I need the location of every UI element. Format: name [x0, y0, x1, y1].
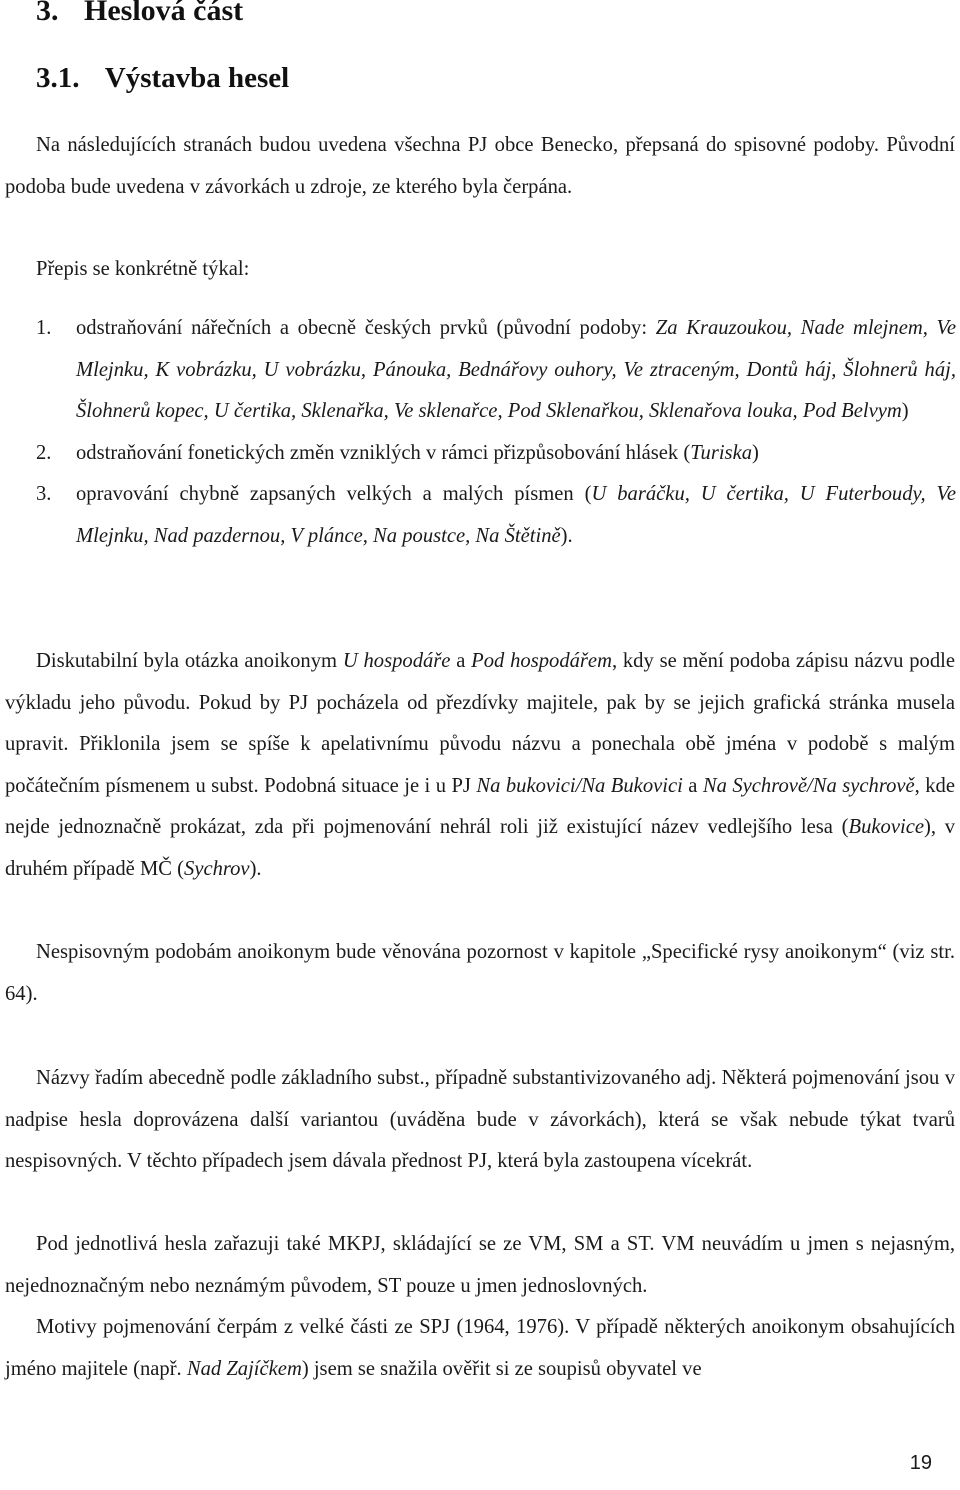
- list-item: [36, 308, 956, 433]
- page-number: 19: [909, 1452, 932, 1474]
- italic-name: Nad Zajíčkem: [186, 1357, 302, 1380]
- list-item: [36, 433, 956, 475]
- italic-name: Na bukovici/Na Bukovici: [476, 774, 683, 797]
- list-number: 1.: [36, 317, 52, 339]
- paragraph-nespisovne: Nespisovným podobám anoikonym bude věnována pozornost v kapitole „Specifické rysy anoikonym“ (viz str. 64).: [5, 941, 955, 1005]
- text-run: Diskutabilní byla otázka anoikonym: [36, 650, 343, 672]
- text-run: , kdy se mění podoba zápisu názvu podle výkladu jeho původu. Pokud by PJ pocházela od přezdívky majitele, pak by se jejich grafická stránka musela upravit. Přiklonila jsem se spíše k apelativnímu původu názvu a ponechala obě jména v podobě s malým počátečním písmenem u subst. Podobná situace je i u PJ: [5, 650, 955, 797]
- heading-subsection: [36, 62, 289, 95]
- italic-name: Sychrov: [184, 857, 250, 880]
- italic-name: Pod hospodářem: [471, 650, 612, 672]
- paragraph-prepis: Přepis se konkrétně týkal:: [36, 258, 250, 280]
- text-run: a: [450, 650, 472, 672]
- text-run: Motivy pojmenování čerpám z velké části ze SPJ (1964, 1976). V případě některých anoikonym obsahujících jméno majitele (např.: [5, 1316, 955, 1380]
- text-run: ), v druhém případě MČ (: [5, 816, 956, 880]
- heading-title: Heslová část: [84, 0, 244, 27]
- list-number: 2.: [36, 441, 52, 464]
- paragraph-intro: Na následujících stranách budou uvedena všechna PJ obce Benecko, přepsaná do spisovné podoby. Původní podoba bude uvedena v závorkách u zdroje, ze kterého byla čerpána.: [5, 134, 955, 198]
- text-run: ).: [249, 857, 262, 880]
- list-text: odstraňování nářečních a obecně českých prvků (původní podoby:: [76, 317, 656, 339]
- heading-number: 3.: [36, 0, 59, 27]
- list-italic-names: Turiska: [690, 441, 753, 464]
- italic-name: U hospodáře: [342, 650, 451, 672]
- paragraph-diskutabilni: [5, 641, 955, 890]
- list-tail: ).: [560, 524, 573, 547]
- list-item: [36, 474, 956, 557]
- list-number: 3.: [36, 483, 52, 505]
- subheading-number: 3.1.: [36, 62, 80, 94]
- list-italic-names: Za Krauzoukou, Nade mlejnem, Ve Mlejnku, K vobrázku, U vobrázku, Pánouka, Bednářovy ouhory, Ve ztraceným, Dontů háj, Šlohnerů háj, Šlohnerů kopec, U čertika, Sklenařka, Ve sklenařce, Pod Sklenařkou, Sklenařova louka, Pod Belvym: [76, 317, 956, 422]
- text-run: , kde nejde jednoznačně prokázat, zda při pojmenování nehrál roli již existující název vedlejšího lesa (: [5, 774, 955, 838]
- text-run: ) jsem se snažila ověřit si ze soupisů obyvatel ve: [301, 1357, 702, 1380]
- text-run: a: [682, 774, 703, 797]
- paragraph-nazvy: Názvy řadím abecedně podle základního subst., případně substantivizovaného adj. Některá pojmenování jsou v nadpise hesla doprovázena další variantou (uváděna bude v závorkách), která se však nebude týkat tvarů nespisovných. V těchto případech jsem dávala přednost PJ, která byla zastoupena vícekrát.: [5, 1067, 955, 1172]
- list-italic-names: U baráčku, U čertika, U Futerboudy, Ve Mlejnku, Nad pazdernou, V plánce, Na poustce, Na Štětině: [76, 483, 956, 547]
- italic-name: Na Sychrově/Na sychrově: [702, 774, 915, 797]
- transcription-rules-list: [36, 308, 956, 557]
- paragraph-hesla: Pod jednotlivá hesla zařazuji také MKPJ, skládající se ze VM, SM a ST. VM neuvádím u jmen s nejasným, nejednoznačným nebo neznámým původem, ST pouze u jmen jednoslovných.: [5, 1233, 955, 1297]
- list-text: odstraňování fonetických změn vzniklých v rámci přizpůsobování hlásek (: [76, 441, 691, 464]
- list-tail: ): [752, 441, 759, 464]
- subheading-title: Výstavba hesel: [104, 62, 290, 94]
- list-text: opravování chybně zapsaných velkých a malých písmen (: [76, 483, 592, 505]
- paragraph-motivy: [5, 1307, 955, 1390]
- heading-section: [36, 0, 243, 28]
- list-tail: ): [901, 400, 909, 422]
- italic-name: Bukovice: [848, 816, 924, 838]
